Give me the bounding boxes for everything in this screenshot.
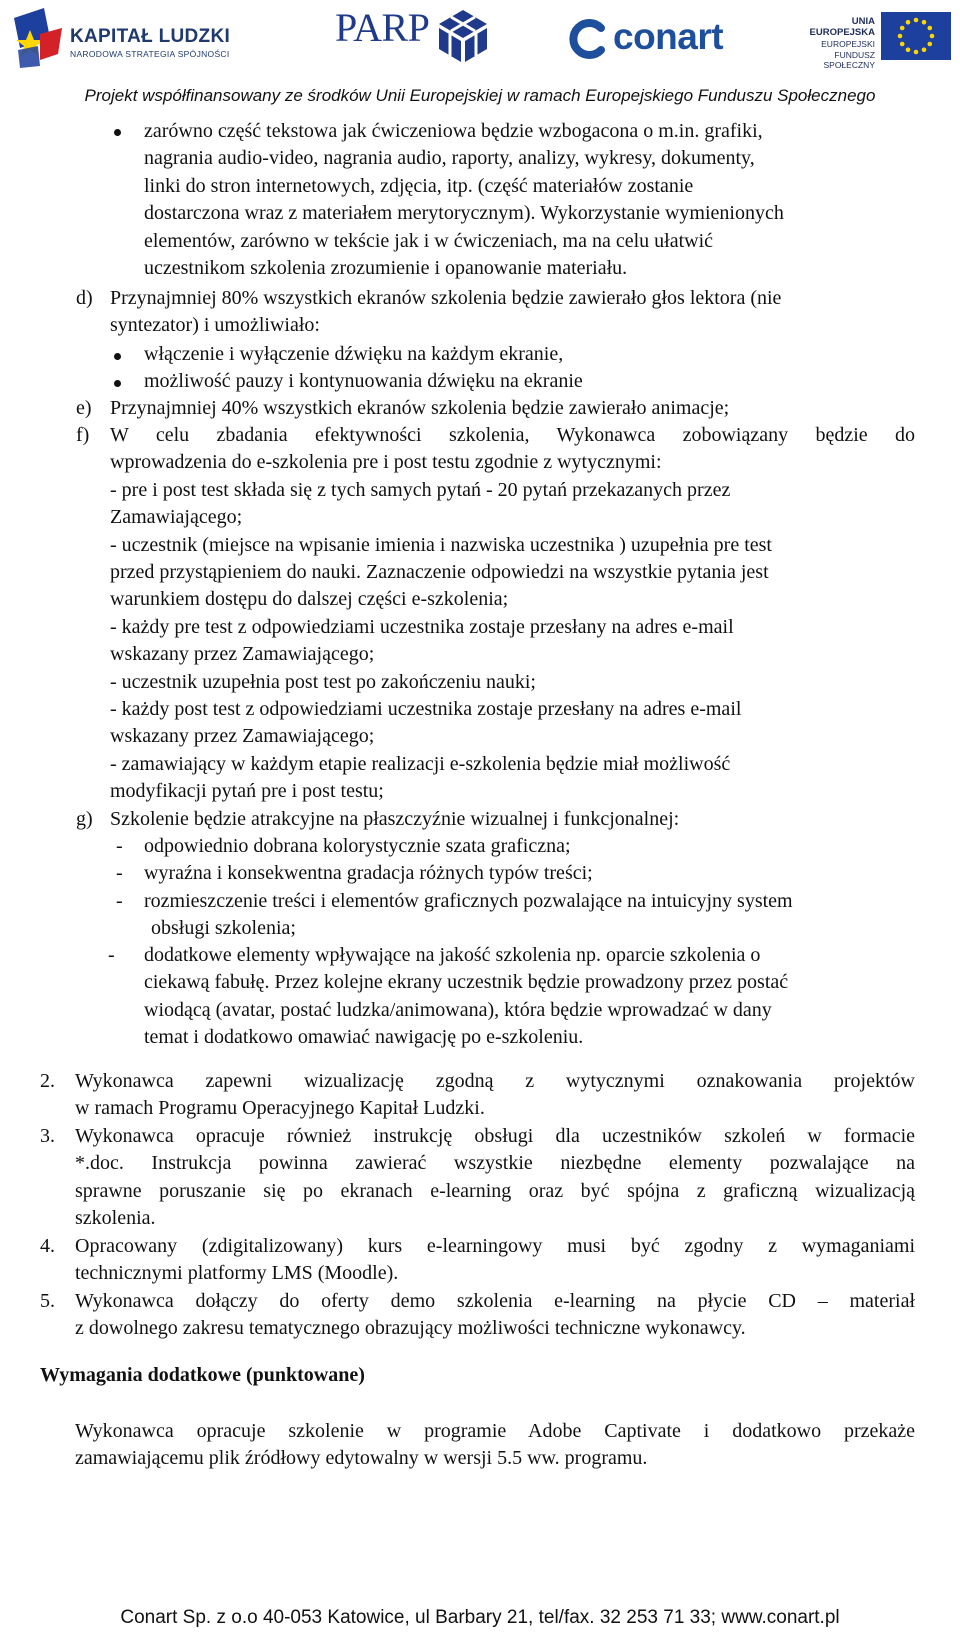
item-number-5: 5. xyxy=(40,1290,55,1312)
extra-requirements-heading: Wymagania dodatkowe (punktowane) xyxy=(40,1364,365,1386)
text-line: sprawne poruszanie się po ekranach e-learning oraz być spójna z graficzną wizualizacją xyxy=(75,1179,915,1202)
kapital-ludzki-subtitle: NARODOWA STRATEGIA SPÓJNOŚCI xyxy=(70,49,230,59)
text-line: - uczestnik uzupełnia post test po zakończeniu nauki; xyxy=(110,670,536,693)
text-line: uczestnikom szkolenia zrozumienie i opanowanie materiału. xyxy=(144,257,628,280)
dash-marker: - xyxy=(116,862,123,884)
text-line: dodatkowe elementy wpływające na jakość szkolenia np. oparcie szkolenia o xyxy=(144,944,761,966)
text-line: Wykonawca opracuje również instrukcję obsługi dla uczestników szkoleń w formacie xyxy=(75,1125,915,1147)
parp-logo xyxy=(335,4,505,64)
text-line: temat i dodatkowo omawiać nawigację po e-szkoleniu. xyxy=(144,1026,584,1049)
item-e-text: Przynajmniej 40% wszystkich ekranów szkolenia będzie zawierało animacje; xyxy=(110,397,730,419)
item-label-e: e) xyxy=(76,397,92,419)
item-d-bullet-1: włączenie i wyłączenie dźwięku na każdym ekranie, xyxy=(144,343,564,365)
text-line: Przynajmniej 80% wszystkich ekranów szkolenia będzie zawierało głos lektora (nie xyxy=(110,287,782,309)
text-line: nagrania audio-video, nagrania audio, raporty, analizy, wykresy, dokumenty, xyxy=(144,147,755,170)
text-line: wskazany przez Zamawiającego; xyxy=(110,643,375,666)
kapital-ludzki-star-icon xyxy=(10,4,66,70)
extra-requirements-text xyxy=(75,1418,915,1473)
text-line: z dowolnego zakresu tematycznego obrazujący możliwości techniczne wykonawcy. xyxy=(75,1317,746,1340)
item-g-dash-1: odpowiednio dobrana kolorystycznie szata graficzna; xyxy=(144,835,571,857)
text-line: W celu zbadania efektywności szkolenia, Wykonawca zobowiązany będzie do xyxy=(110,424,915,446)
text-line: - pre i post test składa się z tych samych pytań - 20 pytań przekazanych przez xyxy=(110,478,731,501)
item-d-bullet-2: możliwość pauzy i kontynuowania dźwięku na ekranie xyxy=(144,370,583,392)
item-number-2: 2. xyxy=(40,1070,55,1092)
item-number-4: 4. xyxy=(40,1235,55,1257)
page-header xyxy=(0,0,960,110)
eu-line-1: UNIA EUROPEJSKA xyxy=(809,16,875,38)
item-g-text: Szkolenie będzie atrakcyjne na płaszczyźnie wizualnej i funkcjonalnej: xyxy=(110,808,680,830)
dash-marker: - xyxy=(108,944,115,966)
eu-flag-icon xyxy=(881,12,951,60)
dash-marker: - xyxy=(116,890,123,912)
text-line: zamawiającemu plik źródłowy edytowalny w wersji 5.5 ww. programu. xyxy=(75,1447,648,1470)
text-line: Wykonawca opracuje szkolenie w programie Adobe Captivate i dodatkowo przekaże xyxy=(75,1420,915,1442)
item-4-text xyxy=(75,1233,915,1288)
text-line: przed przystąpieniem do nauki. Zaznaczenie odpowiedzi na wszystkie pytania jest xyxy=(110,561,769,584)
item-label-g: g) xyxy=(76,808,93,830)
text-line: wprowadzenia do e-szkolenia pre i post testu zgodnie z wytycznymi: xyxy=(110,451,662,474)
text-line: - uczestnik (miejsce na wpisanie imienia i nazwiska uczestnika ) uzupełnia pre test xyxy=(110,533,772,556)
item-g-dash-2: wyraźna i konsekwentna gradacja różnych typów treści; xyxy=(144,862,593,884)
item-number-3: 3. xyxy=(40,1125,55,1147)
eu-line-3: FUNDUSZ SPOŁECZNY xyxy=(823,50,875,70)
bullet-icon xyxy=(114,129,121,136)
text-line: Wykonawca zapewni wizualizację zgodną z wytycznymi oznakowania projektów xyxy=(75,1070,915,1092)
eu-logo xyxy=(785,10,955,70)
bullet-icon xyxy=(114,353,121,360)
conart-logo xyxy=(567,16,727,66)
item-3-text xyxy=(75,1123,915,1233)
text-line: - każdy post test z odpowiedziami uczestnika zostaje przesłany na adres e-mail xyxy=(110,698,742,721)
parp-cube-icon xyxy=(435,8,491,64)
text-line: elementów, zarówno w tekście jak i w ćwiczeniach, ma na celu ułatwić xyxy=(144,229,714,252)
item-2-text xyxy=(75,1068,915,1123)
bullet-icon xyxy=(114,380,121,387)
text-line: szkolenia. xyxy=(75,1207,156,1230)
text-line: dostarczona wraz z materiałem merytorycznym). Wykorzystanie wymienionych xyxy=(144,202,784,225)
text-line: linki do stron internetowych, zdjęcia, itp. (część materiałów zostanie xyxy=(144,174,694,197)
cofinancing-caption: Projekt współfinansowany ze środków Unii Europejskiej w ramach Europejskiego Funduszu Społecznego xyxy=(84,86,876,105)
text-line: wiodącą (avatar, postać ludzka/animowana), która będzie wprowadzać w dany xyxy=(144,998,772,1021)
text-line: warunkiem dostępu do dalszej części e-szkolenia; xyxy=(110,588,509,611)
eu-line-2: EUROPEJSKI xyxy=(821,39,875,49)
text-line: technicznymi platformy LMS (Moodle). xyxy=(75,1262,399,1285)
conart-c-icon xyxy=(567,18,609,60)
text-line: w ramach Programu Operacyjnego Kapitał Ludzki. xyxy=(75,1097,485,1120)
text-line: syntezator) i umożliwiało: xyxy=(110,314,320,337)
text-line: modyfikacji pytań pre i post testu; xyxy=(110,780,384,803)
item-label-f: f) xyxy=(76,424,90,446)
text-line: zarówno część tekstowa jak ćwiczeniowa będzie wzbogacona o m.in. grafiki, xyxy=(144,120,763,142)
page-footer: Conart Sp. z o.o 40-053 Katowice, ul Barbary 21, tel/fax. 32 253 71 33; www.conart.pl xyxy=(120,1607,840,1628)
item-g-dash-4 xyxy=(144,942,919,1052)
text-line: Zamawiającego; xyxy=(110,506,243,529)
text-line: wskazany przez Zamawiającego; xyxy=(110,725,375,748)
text-line: - każdy pre test z odpowiedziami uczestnika zostaje przesłany na adres e-mail xyxy=(110,615,734,638)
dash-marker: - xyxy=(116,835,123,857)
bullet-paragraph-c xyxy=(144,118,914,282)
kapital-ludzki-logo xyxy=(10,4,250,70)
text-line: obsługi szkolenia; xyxy=(151,917,296,940)
item-f-text xyxy=(110,422,915,806)
text-line: Opracowany (zdigitalizowany) kurs e-learningowy musi być zgodny z wymaganiami xyxy=(75,1235,915,1257)
item-d-text xyxy=(110,285,915,340)
text-line: ciekawą fabułę. Przez kolejne ekrany uczestnik będzie prowadzony przez postać xyxy=(144,971,789,994)
item-5-text xyxy=(75,1288,915,1343)
kapital-ludzki-title: KAPITAŁ LUDZKI xyxy=(70,26,231,47)
parp-wordmark: PARP xyxy=(335,5,430,50)
item-label-d: d) xyxy=(76,287,93,309)
text-line: - zamawiający w każdym etapie realizacji e-szkolenia będzie miał możliwość xyxy=(110,752,731,775)
text-line: rozmieszczenie treści i elementów graficznych pozwalające na intuicyjny system xyxy=(144,890,793,912)
text-line: *.doc. Instrukcja powinna zawierać wszystkie niezbędne elementy pozwalające na xyxy=(75,1152,915,1175)
item-g-dash-3 xyxy=(144,888,919,943)
text-line: Wykonawca dołączy do oferty demo szkolenia e-learning na płycie CD – materiał xyxy=(75,1290,915,1312)
conart-wordmark: conart xyxy=(613,16,724,57)
